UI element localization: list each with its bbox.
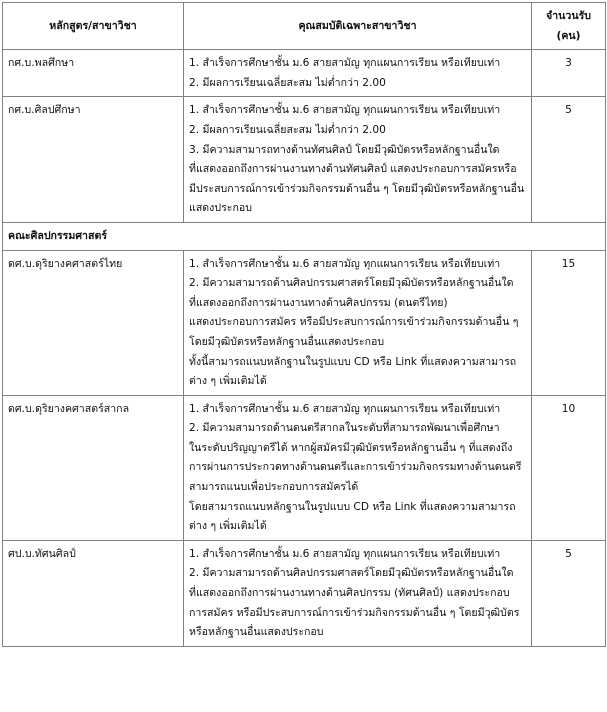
qualification-line: การสมัคร หรือมีประสบการณ์การเข้าร่วมกิจกรรมด้านอื่น ๆ โดยมีวุฒิบัตร (189, 606, 520, 619)
qualification-line: ต่าง ๆ เพิ่มเติมได้ (189, 375, 267, 388)
program-cell: กศ.บ.พลศึกษา (3, 50, 184, 97)
qualification-line: แสดงประกอบ (189, 202, 252, 215)
program-cell: ดศ.บ.ดุริยางคศาสตร์ไทย (3, 250, 184, 395)
count-cell: 3 (532, 50, 606, 97)
section-title: คณะศิลปกรรมศาสตร์ (3, 222, 606, 250)
qualification-line: โดยมีวุฒิบัตรหรือหลักฐานอื่นแสดงประกอบ (189, 335, 385, 348)
qualification-line: หรือหลักฐานอื่นแสดงประกอบ (189, 626, 324, 639)
table-row (3, 97, 606, 223)
table-row (3, 540, 606, 646)
count-cell: 10 (532, 395, 606, 540)
header-count-unit: (คน) (556, 29, 581, 42)
qualification-line: ทั้งนี้สามารถแนบหลักฐานในรูปแบบ CD หรือ Link ที่แสดงความสามารถ (189, 355, 517, 368)
qualifications-cell (184, 395, 532, 540)
qualification-line: 1. สำเร็จการศึกษาชั้น ม.6 สายสามัญ ทุกแผนการเรียน หรือเทียบเท่า (189, 57, 501, 70)
qualification-line: ที่แสดงออกถึงการผ่านงานทางด้านทัศนศิลป์ แสดงประกอบการสมัครหรือ (189, 163, 517, 176)
qualifications-cell (184, 50, 532, 97)
qualification-line: แสดงประกอบการสมัคร หรือมีประสบการณ์การเข้าร่วมกิจกรรมด้านอื่น ๆ (189, 316, 519, 329)
qualifications-cell (184, 97, 532, 223)
qualification-line: โดยสามารถแนบหลักฐานในรูปแบบ CD หรือ Link ที่แสดงความสามารถ (189, 500, 516, 513)
qualification-line: 1. สำเร็จการศึกษาชั้น ม.6 สายสามัญ ทุกแผนการเรียน หรือเทียบเท่า (189, 547, 501, 560)
qualification-line: 3. มีความสามารถทางด้านทัศนศิลป์ โดยมีวุฒิบัตรหรือหลักฐานอื่นใด (189, 143, 500, 156)
program-cell: ศป.บ.ทัศนศิลป์ (3, 540, 184, 646)
qualification-line: 2. มีความสามารถด้านศิลปกรรมศาสตร์โดยมีวุฒิบัตรหรือหลักฐานอื่นใด (189, 567, 514, 580)
qualification-line: 1. สำเร็จการศึกษาชั้น ม.6 สายสามัญ ทุกแผนการเรียน หรือเทียบเท่า (189, 402, 501, 415)
qualification-line: 2. มีความสามารถด้านดนตรีสากลในระดับที่สามารถพัฒนาเพื่อศึกษา (189, 422, 500, 435)
program-cell: กศ.บ.ศิลปศึกษา (3, 97, 184, 223)
qualification-line: ที่แสดงออกถึงการผ่านงานทางด้านศิลปกรรม (ดนตรีไทย) (189, 296, 448, 309)
qualification-line: 2. มีผลการเรียนเฉลี่ยสะสม ไม่ต่ำกว่า 2.00 (189, 123, 386, 136)
qualification-line: ที่แสดงออกถึงการผ่านงานทางด้านศิลปกรรม (ทัศนศิลป์) แสดงประกอบ (189, 587, 510, 600)
count-cell: 15 (532, 250, 606, 395)
count-cell: 5 (532, 97, 606, 223)
qualifications-cell (184, 250, 532, 395)
qualification-line: 1. สำเร็จการศึกษาชั้น ม.6 สายสามัญ ทุกแผนการเรียน หรือเทียบเท่า (189, 257, 501, 270)
table-row (3, 50, 606, 97)
qualification-line: การผ่านการประกวดทางด้านดนตรีและการเข้าร่วมกิจกรรมทางด้านดนตรี (189, 461, 522, 474)
qualification-line: 2. มีผลการเรียนเฉลี่ยสะสม ไม่ต่ำกว่า 2.00 (189, 76, 386, 89)
table-row (3, 395, 606, 540)
header-count-label: จำนวนรับ (545, 10, 591, 22)
qualification-line: 2. มีความสามารถด้านศิลปกรรมศาสตร์โดยมีวุฒิบัตรหรือหลักฐานอื่นใด (189, 277, 514, 290)
qualification-line: ต่าง ๆ เพิ่มเติมได้ (189, 520, 267, 533)
header-count (532, 3, 606, 50)
qualification-line: มีประสบการณ์การเข้าร่วมกิจกรรมด้านอื่น ๆ โดยมีวุฒิบัตรหรือหลักฐานอื่น (189, 182, 525, 195)
qualification-line: 1. สำเร็จการศึกษาชั้น ม.6 สายสามัญ ทุกแผนการเรียน หรือเทียบเท่า (189, 104, 501, 117)
program-cell: ดศ.บ.ดุริยางคศาสตร์สากล (3, 395, 184, 540)
admission-requirements-table (2, 2, 606, 647)
qualification-line: สามารถแนบเพื่อประกอบการสมัครได้ (189, 481, 359, 494)
header-row (3, 3, 606, 50)
count-cell: 5 (532, 540, 606, 646)
section-row (3, 222, 606, 250)
header-qualifications: คุณสมบัติเฉพาะสาขาวิชา (184, 3, 532, 50)
table-row (3, 250, 606, 395)
qualifications-cell (184, 540, 532, 646)
qualification-line: ในระดับปริญญาตรีได้ หากผู้สมัครมีวุฒิบัตรหรือหลักฐานอื่น ๆ ที่แสดงถึง (189, 441, 513, 454)
header-program: หลักสูตร/สาขาวิชา (3, 3, 184, 50)
